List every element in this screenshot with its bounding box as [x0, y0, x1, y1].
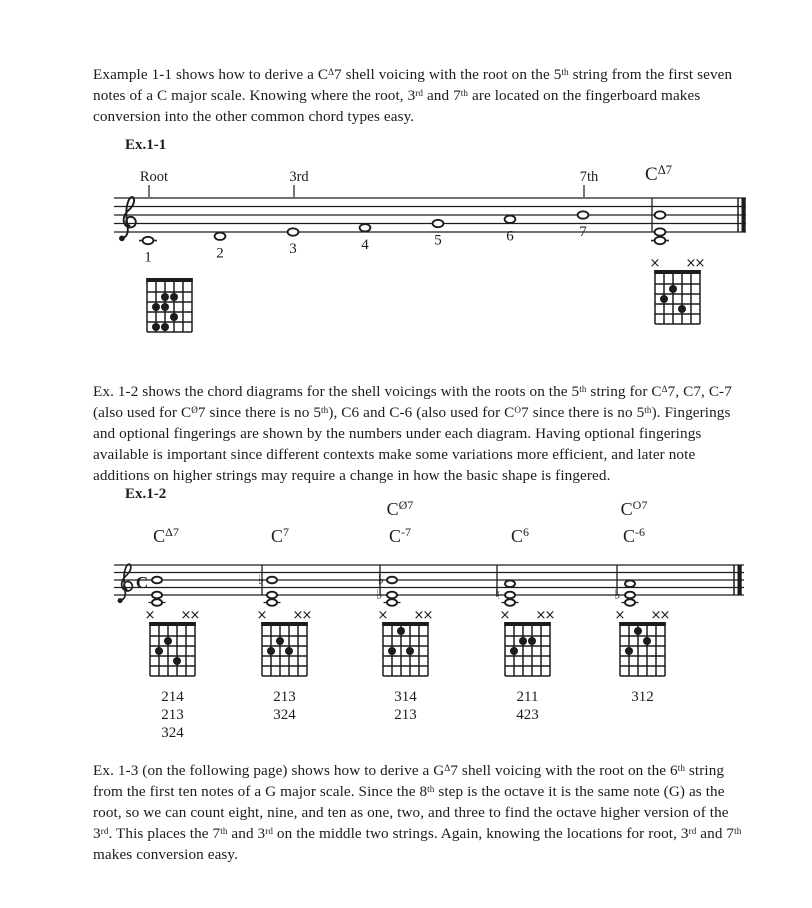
muted-string-marker: ×	[180, 608, 192, 623]
muted-string-marker: ×	[292, 608, 304, 623]
body-text: . This places the 7	[108, 825, 221, 842]
whole-note	[655, 211, 666, 218]
fret-dot	[285, 647, 293, 655]
superscript-text: th	[460, 87, 469, 98]
accidental: ♭	[614, 587, 621, 603]
superscript-text: th	[644, 404, 652, 415]
muted-string-marker: ×	[535, 608, 547, 623]
chord-root: C	[153, 526, 166, 546]
body-text: and 3	[227, 825, 266, 842]
whole-note	[152, 577, 162, 584]
body-text: 7, C7, C-7 (also used for C	[93, 383, 732, 421]
superscript-text: Δ	[661, 383, 668, 394]
fret-dot	[397, 627, 405, 635]
fret-dot	[267, 647, 275, 655]
scale-fretboard-diagram	[135, 260, 205, 340]
muted-string-marker: ×	[694, 256, 706, 271]
chord-root: C	[622, 526, 636, 546]
fingering-option: 324	[273, 707, 296, 723]
whole-note	[655, 228, 666, 235]
body-text: 7 since there is no 5	[197, 404, 322, 421]
superscript-text: rd	[100, 825, 109, 836]
muted-string-marker: ×	[649, 256, 661, 271]
shell-voicing-diagram	[250, 604, 320, 684]
fret-dot	[625, 647, 633, 655]
interval-label: Root	[139, 169, 169, 185]
fret-dot	[510, 647, 518, 655]
superscript-text: Ø	[191, 404, 198, 415]
superscript-text: O	[514, 404, 522, 415]
paragraph-example-1-3	[93, 760, 743, 865]
body-text: string from the first ten notes of a G major scale. Since the 8	[93, 762, 725, 800]
chord-quality: O7	[632, 498, 648, 512]
fingering-option: 213	[273, 689, 296, 705]
muted-string-marker: ×	[499, 608, 511, 623]
paragraph-example-1-2	[93, 381, 743, 486]
superscript-text: th	[321, 404, 329, 415]
superscript-text: Δ	[328, 66, 335, 77]
chord-quality: 6	[523, 525, 530, 539]
interval-label: 7th	[579, 169, 599, 185]
treble-clef-icon	[119, 197, 136, 241]
muted-string-marker: ×	[144, 608, 156, 623]
fret-dot	[155, 647, 163, 655]
whole-note	[433, 220, 444, 227]
chord-symbol-alternate	[621, 499, 648, 520]
fret-dot	[170, 293, 178, 301]
fingering-numbers	[149, 688, 196, 742]
chord-root: C	[270, 526, 284, 546]
accidental: ♮	[495, 587, 500, 603]
treble-clef-dot	[119, 236, 125, 242]
fingering-numbers	[261, 688, 308, 724]
example-1-1-label: Ex.1-1	[125, 137, 167, 153]
fret-dot	[388, 647, 396, 655]
muted-string-marker: ×	[301, 608, 313, 623]
body-text: and 7	[423, 87, 461, 104]
whole-note	[360, 224, 371, 231]
body-text: Ex. 1-2 shows the chord diagrams for the shell voicings with the roots on the 5	[93, 383, 580, 400]
nut	[146, 278, 193, 282]
chord-symbol-alternate	[387, 499, 414, 520]
muted-string-marker: ×	[650, 608, 662, 623]
muted-string-marker: ×	[256, 608, 268, 623]
whole-note	[152, 592, 162, 599]
superscript-text: th	[561, 66, 569, 77]
final-barline-thick	[742, 198, 746, 232]
chord-quality: -6	[635, 525, 646, 539]
chord-quality: Δ7	[165, 525, 179, 539]
treble-clef-icon	[118, 564, 133, 603]
chord-symbol	[389, 526, 411, 547]
superscript-text: rd	[688, 825, 697, 836]
body-text: on the middle two strings. Again, knowing the locations for root, 3	[273, 825, 689, 842]
whole-note	[143, 237, 154, 244]
treble-clef-dot	[118, 598, 123, 603]
superscript-text: th	[427, 783, 435, 794]
paragraph-example-1-1	[93, 64, 735, 127]
muted-string-marker: ×	[189, 608, 201, 623]
muted-string-marker: ×	[422, 608, 434, 623]
whole-note	[387, 592, 397, 599]
whole-note	[505, 592, 515, 599]
fingering-option: 213	[394, 707, 417, 723]
fingering-numbers	[382, 688, 429, 724]
fingering-option: 214	[161, 689, 184, 705]
fingering-option: 211	[516, 689, 539, 705]
chord-root: C	[620, 499, 633, 519]
whole-note	[387, 577, 397, 584]
fingering-option: 324	[161, 725, 184, 741]
fret-dot	[152, 323, 160, 331]
superscript-text: th	[734, 825, 742, 836]
chord-symbol	[271, 526, 289, 547]
whole-note	[267, 577, 277, 584]
chord-quality: 7	[283, 525, 290, 539]
fret-dot	[669, 285, 677, 293]
chord-symbol	[511, 526, 529, 547]
fret-dot	[643, 637, 651, 645]
whole-note	[505, 216, 516, 223]
fret-dot	[152, 303, 160, 311]
fingering-option: 312	[631, 689, 654, 705]
body-text: string for C	[586, 383, 662, 400]
scale-degree-number: 4	[361, 236, 369, 253]
superscript-text: th	[579, 383, 587, 394]
chord-root: C	[388, 526, 402, 546]
chord-root: C	[386, 499, 399, 519]
fingering-numbers	[504, 688, 551, 724]
superscript-text: th	[220, 825, 228, 836]
chord-quality: Ø7	[398, 498, 414, 512]
final-barline-thick	[738, 565, 742, 595]
scale-degree-number: 6	[506, 228, 514, 245]
superscript-text: Δ	[444, 762, 451, 773]
superscript-text: rd	[265, 825, 274, 836]
scale-degree-number: 3	[289, 241, 297, 257]
body-text: Example 1-1 shows how to derive a C	[93, 66, 329, 83]
whole-note	[267, 592, 277, 599]
shell-voicing-diagram	[493, 604, 563, 684]
fingering-option: 423	[516, 707, 539, 723]
body-text: 7 shell voicing with the root on the 6	[450, 762, 678, 779]
whole-note	[655, 237, 666, 244]
body-text: 7 since there is no 5	[521, 404, 645, 421]
muted-string-marker: ×	[685, 256, 697, 271]
fret-dot	[161, 323, 169, 331]
chord-symbol	[623, 526, 645, 547]
body-text: are located on the fingerboard makes conversion into the other common chord types easy.	[93, 87, 701, 125]
body-text: makes conversion easy.	[93, 846, 239, 863]
shell-voicing-diagram	[608, 604, 678, 684]
accidental: ♭	[377, 572, 385, 588]
shell-voicing-diagram	[371, 604, 441, 684]
fret-dot	[164, 637, 172, 645]
fret-dot	[678, 305, 686, 313]
fret-dot	[528, 637, 536, 645]
fingering-option: 213	[161, 707, 184, 723]
muted-string-marker: ×	[377, 608, 389, 623]
muted-string-marker: ×	[544, 608, 556, 623]
fret-dot	[276, 637, 284, 645]
body-text: 7 shell voicing with the root on the 5	[334, 66, 562, 83]
muted-string-marker: ×	[413, 608, 425, 623]
muted-string-marker: ×	[614, 608, 626, 623]
scale-degree-number: 2	[216, 245, 224, 262]
accidental: ♭	[376, 587, 383, 603]
superscript-text: th	[677, 762, 686, 773]
fret-dot	[406, 647, 414, 655]
scale-degree-number: 5	[434, 232, 442, 249]
chord-root: C	[510, 526, 524, 546]
scale-degree-number: 7	[579, 224, 587, 240]
muted-string-marker: ×	[659, 608, 671, 623]
whole-note	[288, 228, 299, 235]
whole-note	[215, 233, 226, 240]
whole-note	[625, 580, 635, 587]
whole-note	[625, 592, 635, 599]
cmaj7-shell-diagram	[643, 252, 713, 332]
body-text: ), C6 and C-6 (also used for C	[328, 404, 515, 421]
fret-dot	[161, 303, 169, 311]
accidental: ♭	[257, 572, 265, 588]
chord-symbol: $C^{\Delta 7}$	[645, 163, 672, 185]
chord-symbol	[153, 526, 179, 547]
body-text: step is the octave it is the same note (G) as the root, so we can count eight, nine, and ten as one, two, and three to find the octave higher version of the 3	[93, 783, 729, 842]
body-text: Ex. 1-3 (on the following page) shows how to derive a G	[93, 762, 445, 779]
fret-dot	[173, 657, 181, 665]
example-1-2-label: Ex.1-2	[125, 486, 167, 502]
time-signature: C	[135, 573, 149, 592]
fret-dot	[660, 295, 668, 303]
fret-dot	[170, 313, 178, 321]
body-text: ). Fingerings and optional fingerings are shown by the numbers under each diagram. Having optional fingerings available is important since different contexts make some variations more efficient, and later note additions on higher strings may require a change in how the basic shape is fingered.	[93, 404, 731, 484]
superscript-text: rd	[415, 87, 424, 98]
body-text: and 7	[696, 825, 735, 842]
body-text: string from the first seven notes of a C major scale. Knowing where the root, 3	[93, 66, 733, 104]
fret-dot	[519, 637, 527, 645]
whole-note	[578, 211, 589, 218]
scale-degree-number: 1	[144, 249, 152, 266]
shell-voicing-diagram	[138, 604, 208, 684]
whole-note	[505, 580, 515, 587]
fingering-option: 314	[394, 689, 417, 705]
fret-dot	[634, 627, 642, 635]
chord-quality: -7	[401, 525, 412, 539]
interval-label: 3rd	[289, 169, 309, 185]
fingering-numbers	[619, 688, 666, 706]
fret-dot	[161, 293, 169, 301]
